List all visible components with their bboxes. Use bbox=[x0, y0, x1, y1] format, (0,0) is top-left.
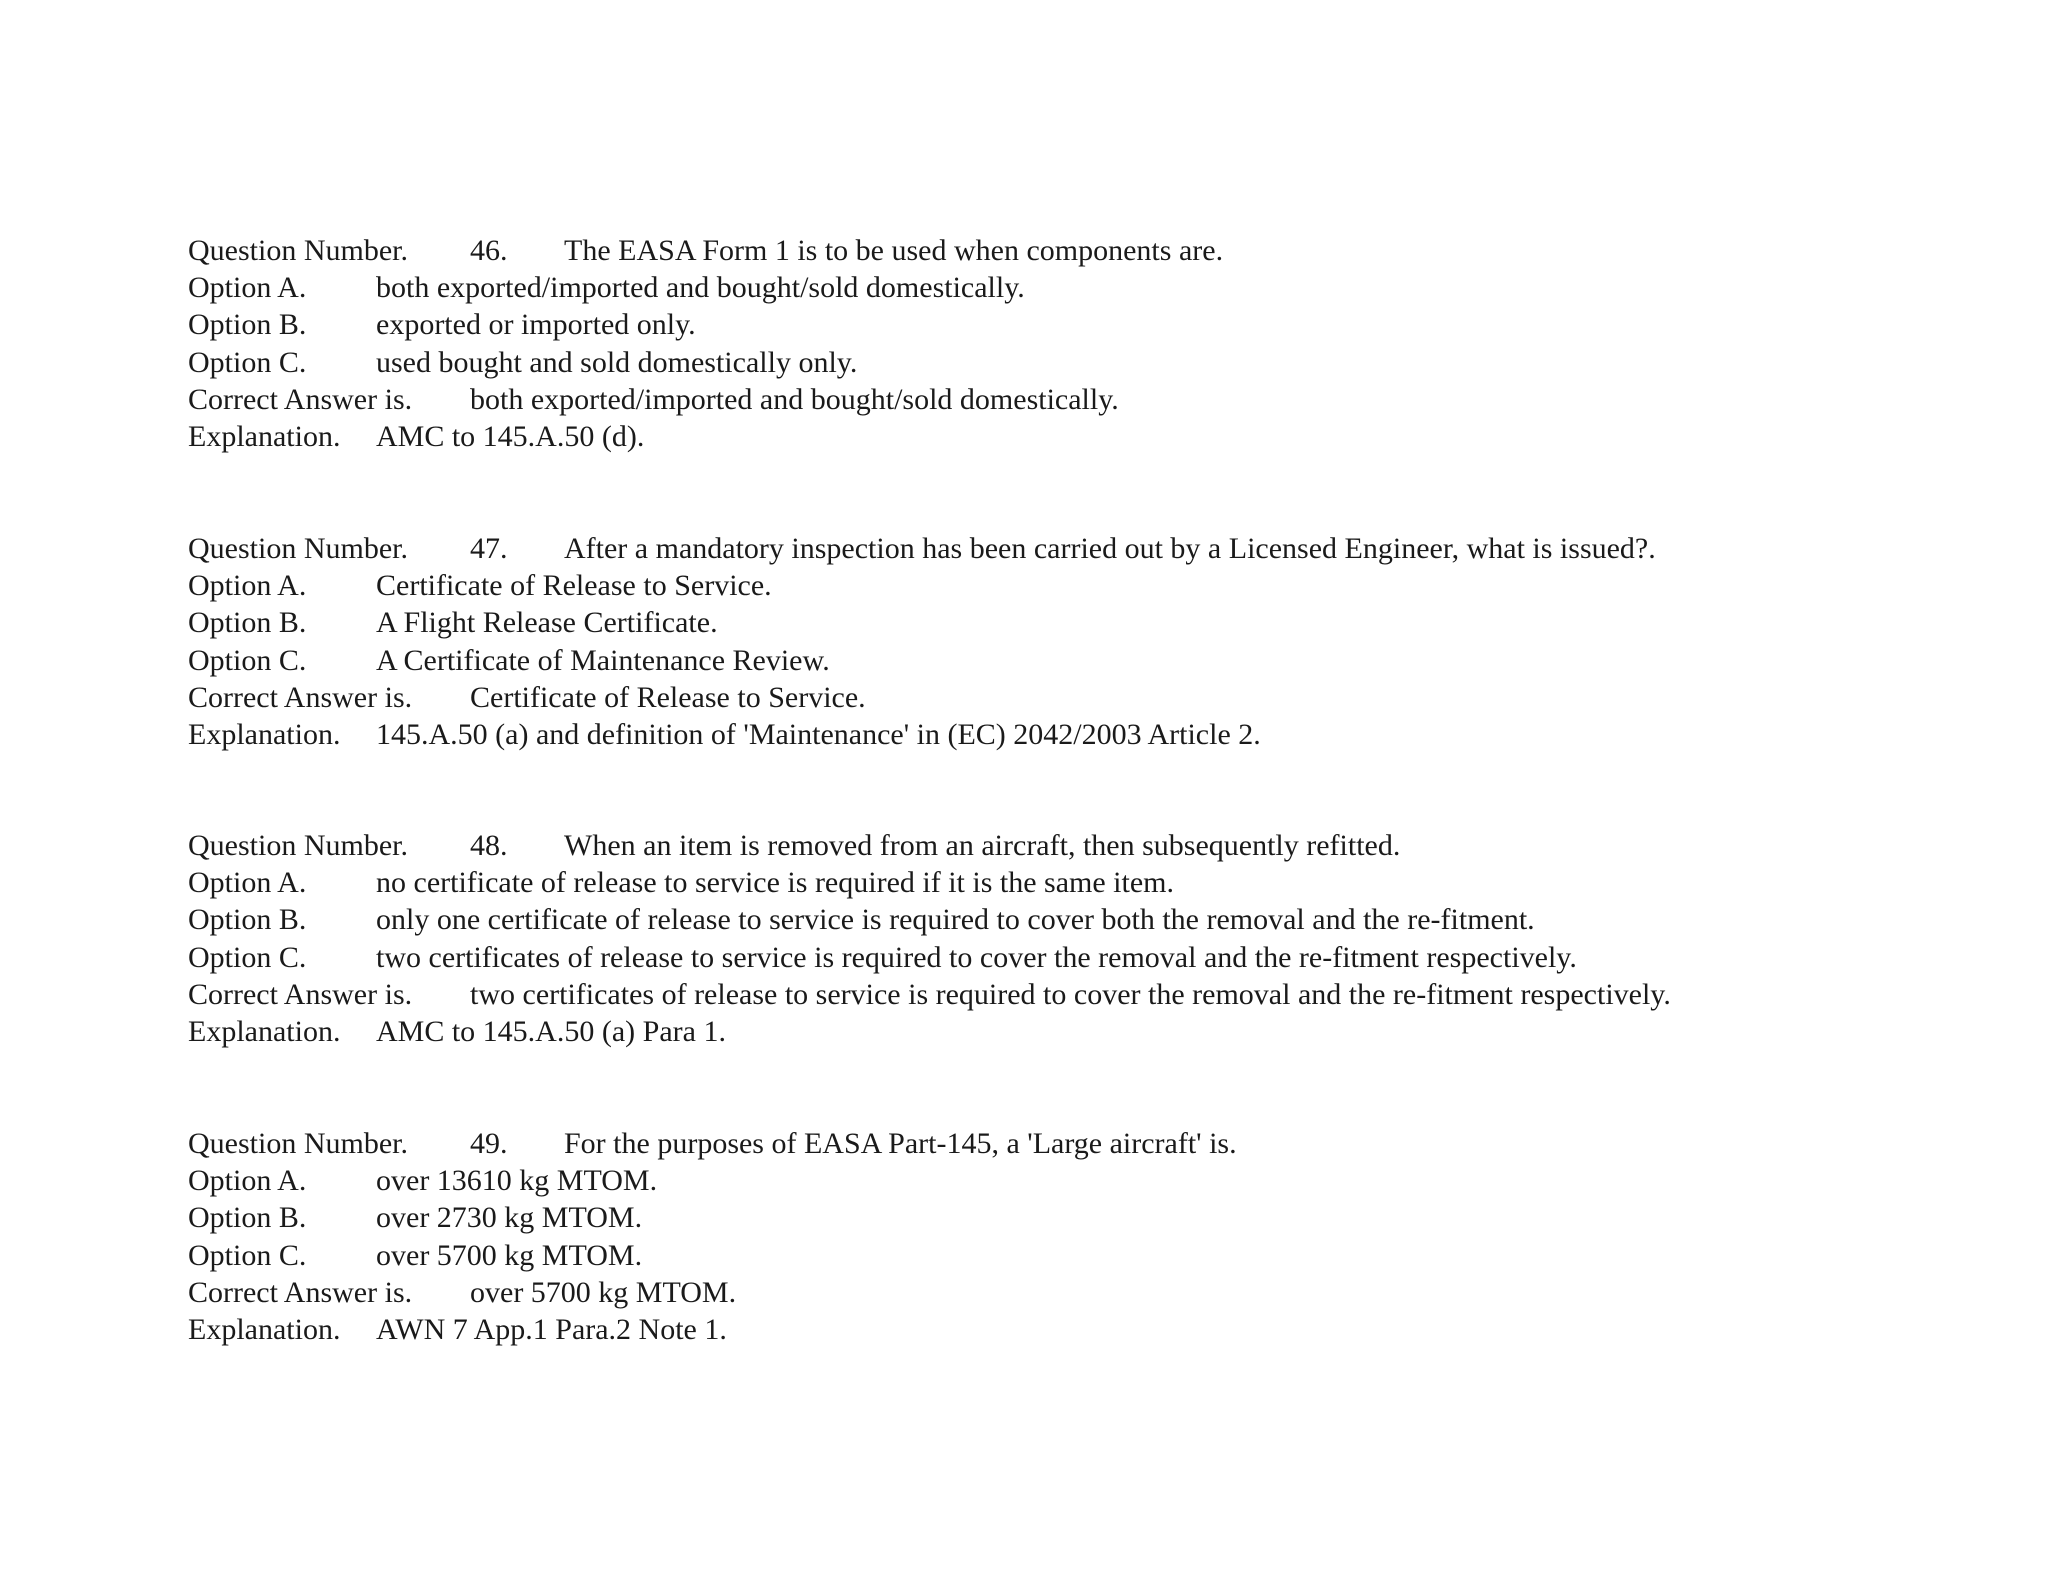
question-number: 48. bbox=[470, 829, 508, 862]
option-a-text: both exported/imported and bought/sold domestically. bbox=[376, 271, 1025, 305]
option-c-text: two certificates of release to service is required to cover the removal and the re-fitment respectively. bbox=[376, 940, 1577, 974]
question-text: When an item is removed from an aircraft, then subsequently refitted. bbox=[564, 829, 1401, 862]
option-c-label: Option C. bbox=[188, 345, 307, 379]
option-a-text: Certificate of Release to Service. bbox=[376, 569, 772, 603]
option-c-text: used bought and sold domestically only. bbox=[376, 345, 858, 379]
explanation-text: AMC to 145.A.50 (a) Para 1. bbox=[376, 1014, 726, 1048]
correct-answer-line bbox=[188, 1274, 2008, 1311]
option-a-label: Option A. bbox=[188, 271, 307, 305]
option-c-line bbox=[188, 344, 2008, 381]
correct-answer-line bbox=[188, 381, 2008, 418]
correct-answer-text: over 5700 kg MTOM. bbox=[470, 1275, 737, 1309]
question-line bbox=[188, 1125, 2008, 1162]
correct-answer-text: Certificate of Release to Service. bbox=[470, 680, 866, 714]
option-c-label: Option C. bbox=[188, 1238, 307, 1272]
option-b-line bbox=[188, 306, 2008, 343]
question-block-46 bbox=[188, 232, 2008, 455]
explanation-label: Explanation. bbox=[188, 1014, 341, 1048]
option-b-label: Option B. bbox=[188, 606, 307, 640]
question-text: The EASA Form 1 is to be used when components are. bbox=[564, 234, 1224, 267]
option-c-line bbox=[188, 642, 2008, 679]
option-c-line bbox=[188, 1237, 2008, 1274]
explanation-line bbox=[188, 1013, 2008, 1050]
option-b-label: Option B. bbox=[188, 903, 307, 937]
option-b-line bbox=[188, 1199, 2008, 1236]
question-number: 49. bbox=[470, 1127, 508, 1160]
question-number-label: Question Number. bbox=[188, 829, 408, 862]
option-b-text: A Flight Release Certificate. bbox=[376, 606, 718, 640]
question-block-49 bbox=[188, 1125, 2008, 1348]
question-block-48 bbox=[188, 827, 2008, 1050]
option-b-label: Option B. bbox=[188, 308, 307, 342]
question-number-label: Question Number. bbox=[188, 1127, 408, 1160]
option-a-line bbox=[188, 567, 2008, 604]
option-a-line bbox=[188, 864, 2008, 901]
correct-answer-text: both exported/imported and bought/sold domestically. bbox=[470, 382, 1119, 416]
option-a-line bbox=[188, 1162, 2008, 1199]
correct-answer-label: Correct Answer is. bbox=[188, 382, 413, 416]
option-b-line bbox=[188, 604, 2008, 641]
question-line bbox=[188, 530, 2008, 567]
correct-answer-label: Correct Answer is. bbox=[188, 1275, 413, 1309]
option-c-line bbox=[188, 939, 2008, 976]
option-a-label: Option A. bbox=[188, 569, 307, 603]
question-line bbox=[188, 827, 2008, 864]
correct-answer-label: Correct Answer is. bbox=[188, 977, 413, 1011]
correct-answer-text: two certificates of release to service is required to cover the removal and the re-fitment respectively. bbox=[470, 977, 1671, 1011]
option-b-text: only one certificate of release to service is required to cover both the removal and the re-fitment. bbox=[376, 903, 1535, 937]
option-a-text: no certificate of release to service is required if it is the same item. bbox=[376, 866, 1175, 900]
correct-answer-line bbox=[188, 976, 2008, 1013]
option-c-text: A Certificate of Maintenance Review. bbox=[376, 643, 830, 677]
question-number-label: Question Number. bbox=[188, 532, 408, 565]
question-number: 46. bbox=[470, 234, 508, 267]
option-b-text: exported or imported only. bbox=[376, 308, 696, 342]
question-text: For the purposes of EASA Part-145, a 'Large aircraft' is. bbox=[564, 1127, 1237, 1160]
explanation-text: AWN 7 App.1 Para.2 Note 1. bbox=[376, 1312, 727, 1346]
option-b-label: Option B. bbox=[188, 1201, 307, 1235]
option-a-text: over 13610 kg MTOM. bbox=[376, 1164, 658, 1198]
option-c-label: Option C. bbox=[188, 643, 307, 677]
option-a-label: Option A. bbox=[188, 866, 307, 900]
explanation-line bbox=[188, 1311, 2008, 1348]
question-line bbox=[188, 232, 2008, 269]
correct-answer-line bbox=[188, 679, 2008, 716]
question-text: After a mandatory inspection has been carried out by a Licensed Engineer, what is issued?. bbox=[564, 532, 1656, 565]
explanation-line bbox=[188, 418, 2008, 455]
explanation-text: AMC to 145.A.50 (d). bbox=[376, 419, 645, 453]
option-b-line bbox=[188, 901, 2008, 938]
explanation-label: Explanation. bbox=[188, 1312, 341, 1346]
question-number-label: Question Number. bbox=[188, 234, 408, 267]
option-c-label: Option C. bbox=[188, 940, 307, 974]
explanation-label: Explanation. bbox=[188, 717, 341, 751]
explanation-text: 145.A.50 (a) and definition of 'Maintenance' in (EC) 2042/2003 Article 2. bbox=[376, 717, 1261, 751]
explanation-label: Explanation. bbox=[188, 419, 341, 453]
option-a-label: Option A. bbox=[188, 1164, 307, 1198]
explanation-line bbox=[188, 716, 2008, 753]
correct-answer-label: Correct Answer is. bbox=[188, 680, 413, 714]
question-block-47 bbox=[188, 530, 2008, 753]
option-a-line bbox=[188, 269, 2008, 306]
option-b-text: over 2730 kg MTOM. bbox=[376, 1201, 643, 1235]
option-c-text: over 5700 kg MTOM. bbox=[376, 1238, 643, 1272]
question-number: 47. bbox=[470, 532, 508, 565]
